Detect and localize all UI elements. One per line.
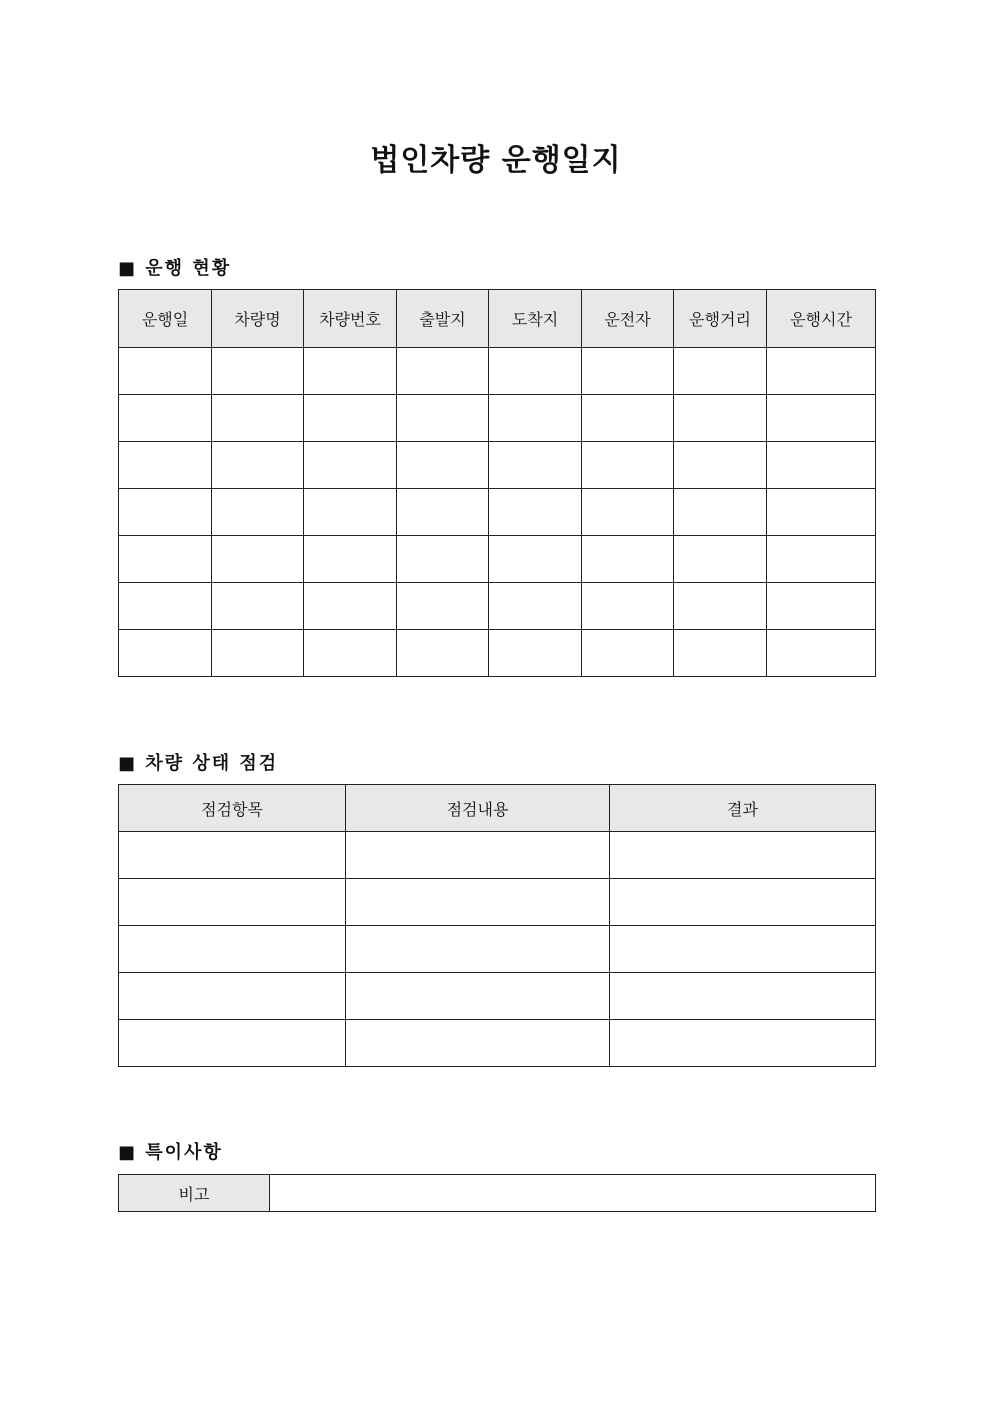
operations-table xyxy=(118,289,876,677)
table-cell[interactable] xyxy=(610,832,876,879)
table-cell[interactable] xyxy=(212,489,304,536)
column-header: 점검내용 xyxy=(346,785,610,832)
page-title: 법인차량 운행일지 xyxy=(370,143,622,178)
column-header: 결과 xyxy=(610,785,876,832)
table-cell[interactable] xyxy=(489,442,582,489)
table-cell[interactable] xyxy=(119,832,346,879)
table-cell[interactable] xyxy=(674,442,767,489)
table-cell[interactable] xyxy=(767,442,876,489)
table-cell[interactable] xyxy=(674,489,767,536)
section-heading-operations: ■ 운행 현황 xyxy=(118,258,232,279)
table-cell[interactable] xyxy=(346,879,610,926)
table-cell[interactable] xyxy=(397,536,489,583)
table-cell[interactable] xyxy=(119,973,346,1020)
section-heading-inspection: ■ 차량 상태 점검 xyxy=(118,753,279,774)
table-cell[interactable] xyxy=(346,973,610,1020)
table-cell[interactable] xyxy=(767,630,876,677)
table-cell[interactable] xyxy=(489,583,582,630)
column-header: 차량명 xyxy=(212,290,304,348)
table-row xyxy=(119,536,876,583)
table-cell[interactable] xyxy=(119,395,212,442)
table-cell[interactable] xyxy=(582,489,674,536)
table-cell[interactable] xyxy=(397,630,489,677)
table-row xyxy=(119,630,876,677)
remarks-label: 비고 xyxy=(119,1175,270,1212)
table-cell[interactable] xyxy=(346,1020,610,1067)
table-cell[interactable] xyxy=(489,395,582,442)
table-cell[interactable] xyxy=(304,395,397,442)
table-cell[interactable] xyxy=(212,536,304,583)
table-cell[interactable] xyxy=(489,630,582,677)
table-cell[interactable] xyxy=(119,583,212,630)
table-row xyxy=(119,879,876,926)
table-cell[interactable] xyxy=(304,583,397,630)
table-row xyxy=(119,348,876,395)
table-cell[interactable] xyxy=(304,489,397,536)
column-header: 점검항목 xyxy=(119,785,346,832)
table-row xyxy=(119,926,876,973)
table-cell[interactable] xyxy=(674,348,767,395)
table-cell[interactable] xyxy=(304,348,397,395)
table-row xyxy=(119,832,876,879)
table-cell[interactable] xyxy=(119,630,212,677)
table-cell[interactable] xyxy=(119,442,212,489)
table-cell[interactable] xyxy=(304,630,397,677)
table-cell[interactable] xyxy=(397,489,489,536)
table-row xyxy=(119,395,876,442)
table-cell[interactable] xyxy=(212,583,304,630)
inspection-table xyxy=(118,784,876,1067)
table-cell[interactable] xyxy=(582,348,674,395)
table-cell[interactable] xyxy=(397,583,489,630)
table-cell[interactable] xyxy=(489,536,582,583)
table-cell[interactable] xyxy=(610,926,876,973)
table-cell[interactable] xyxy=(119,536,212,583)
table-cell[interactable] xyxy=(610,879,876,926)
section-heading-remarks: ■ 특이사항 xyxy=(118,1142,223,1163)
column-header: 출발지 xyxy=(397,290,489,348)
table-cell[interactable] xyxy=(674,583,767,630)
table-cell[interactable] xyxy=(582,536,674,583)
table-cell[interactable] xyxy=(397,395,489,442)
table-cell[interactable] xyxy=(212,442,304,489)
table-cell[interactable] xyxy=(489,489,582,536)
table-cell[interactable] xyxy=(767,489,876,536)
table-cell[interactable] xyxy=(397,442,489,489)
table-header-row xyxy=(119,785,876,832)
table-cell[interactable] xyxy=(119,879,346,926)
table-row xyxy=(119,1020,876,1067)
table-cell[interactable] xyxy=(212,630,304,677)
table-cell[interactable] xyxy=(489,348,582,395)
table-row xyxy=(119,489,876,536)
table-cell[interactable] xyxy=(582,442,674,489)
table-cell[interactable] xyxy=(119,348,212,395)
remarks-table xyxy=(118,1174,876,1212)
table-cell[interactable] xyxy=(674,536,767,583)
table-row xyxy=(119,973,876,1020)
table-cell[interactable] xyxy=(304,442,397,489)
table-row xyxy=(119,442,876,489)
table-cell[interactable] xyxy=(119,1020,346,1067)
table-cell[interactable] xyxy=(397,348,489,395)
table-cell[interactable] xyxy=(582,630,674,677)
column-header: 운행일 xyxy=(119,290,212,348)
table-cell[interactable] xyxy=(674,395,767,442)
table-cell[interactable] xyxy=(582,395,674,442)
column-header: 운행거리 xyxy=(674,290,767,348)
table-cell[interactable] xyxy=(304,536,397,583)
column-header: 운전자 xyxy=(582,290,674,348)
table-cell[interactable] xyxy=(767,583,876,630)
table-cell[interactable] xyxy=(767,536,876,583)
table-cell[interactable] xyxy=(767,348,876,395)
table-cell[interactable] xyxy=(767,395,876,442)
table-cell[interactable] xyxy=(610,973,876,1020)
table-cell[interactable] xyxy=(346,926,610,973)
table-cell[interactable] xyxy=(610,1020,876,1067)
table-cell[interactable] xyxy=(674,630,767,677)
table-cell[interactable] xyxy=(346,832,610,879)
column-header: 운행시간 xyxy=(767,290,876,348)
table-header-row xyxy=(119,290,876,348)
column-header: 차량번호 xyxy=(304,290,397,348)
column-header: 도착지 xyxy=(489,290,582,348)
table-cell[interactable] xyxy=(212,348,304,395)
table-cell[interactable] xyxy=(119,926,346,973)
table-cell[interactable] xyxy=(212,395,304,442)
table-row xyxy=(119,583,876,630)
table-cell[interactable] xyxy=(582,583,674,630)
table-row xyxy=(119,1175,876,1212)
table-cell[interactable] xyxy=(119,489,212,536)
remarks-input-cell[interactable] xyxy=(270,1175,876,1212)
